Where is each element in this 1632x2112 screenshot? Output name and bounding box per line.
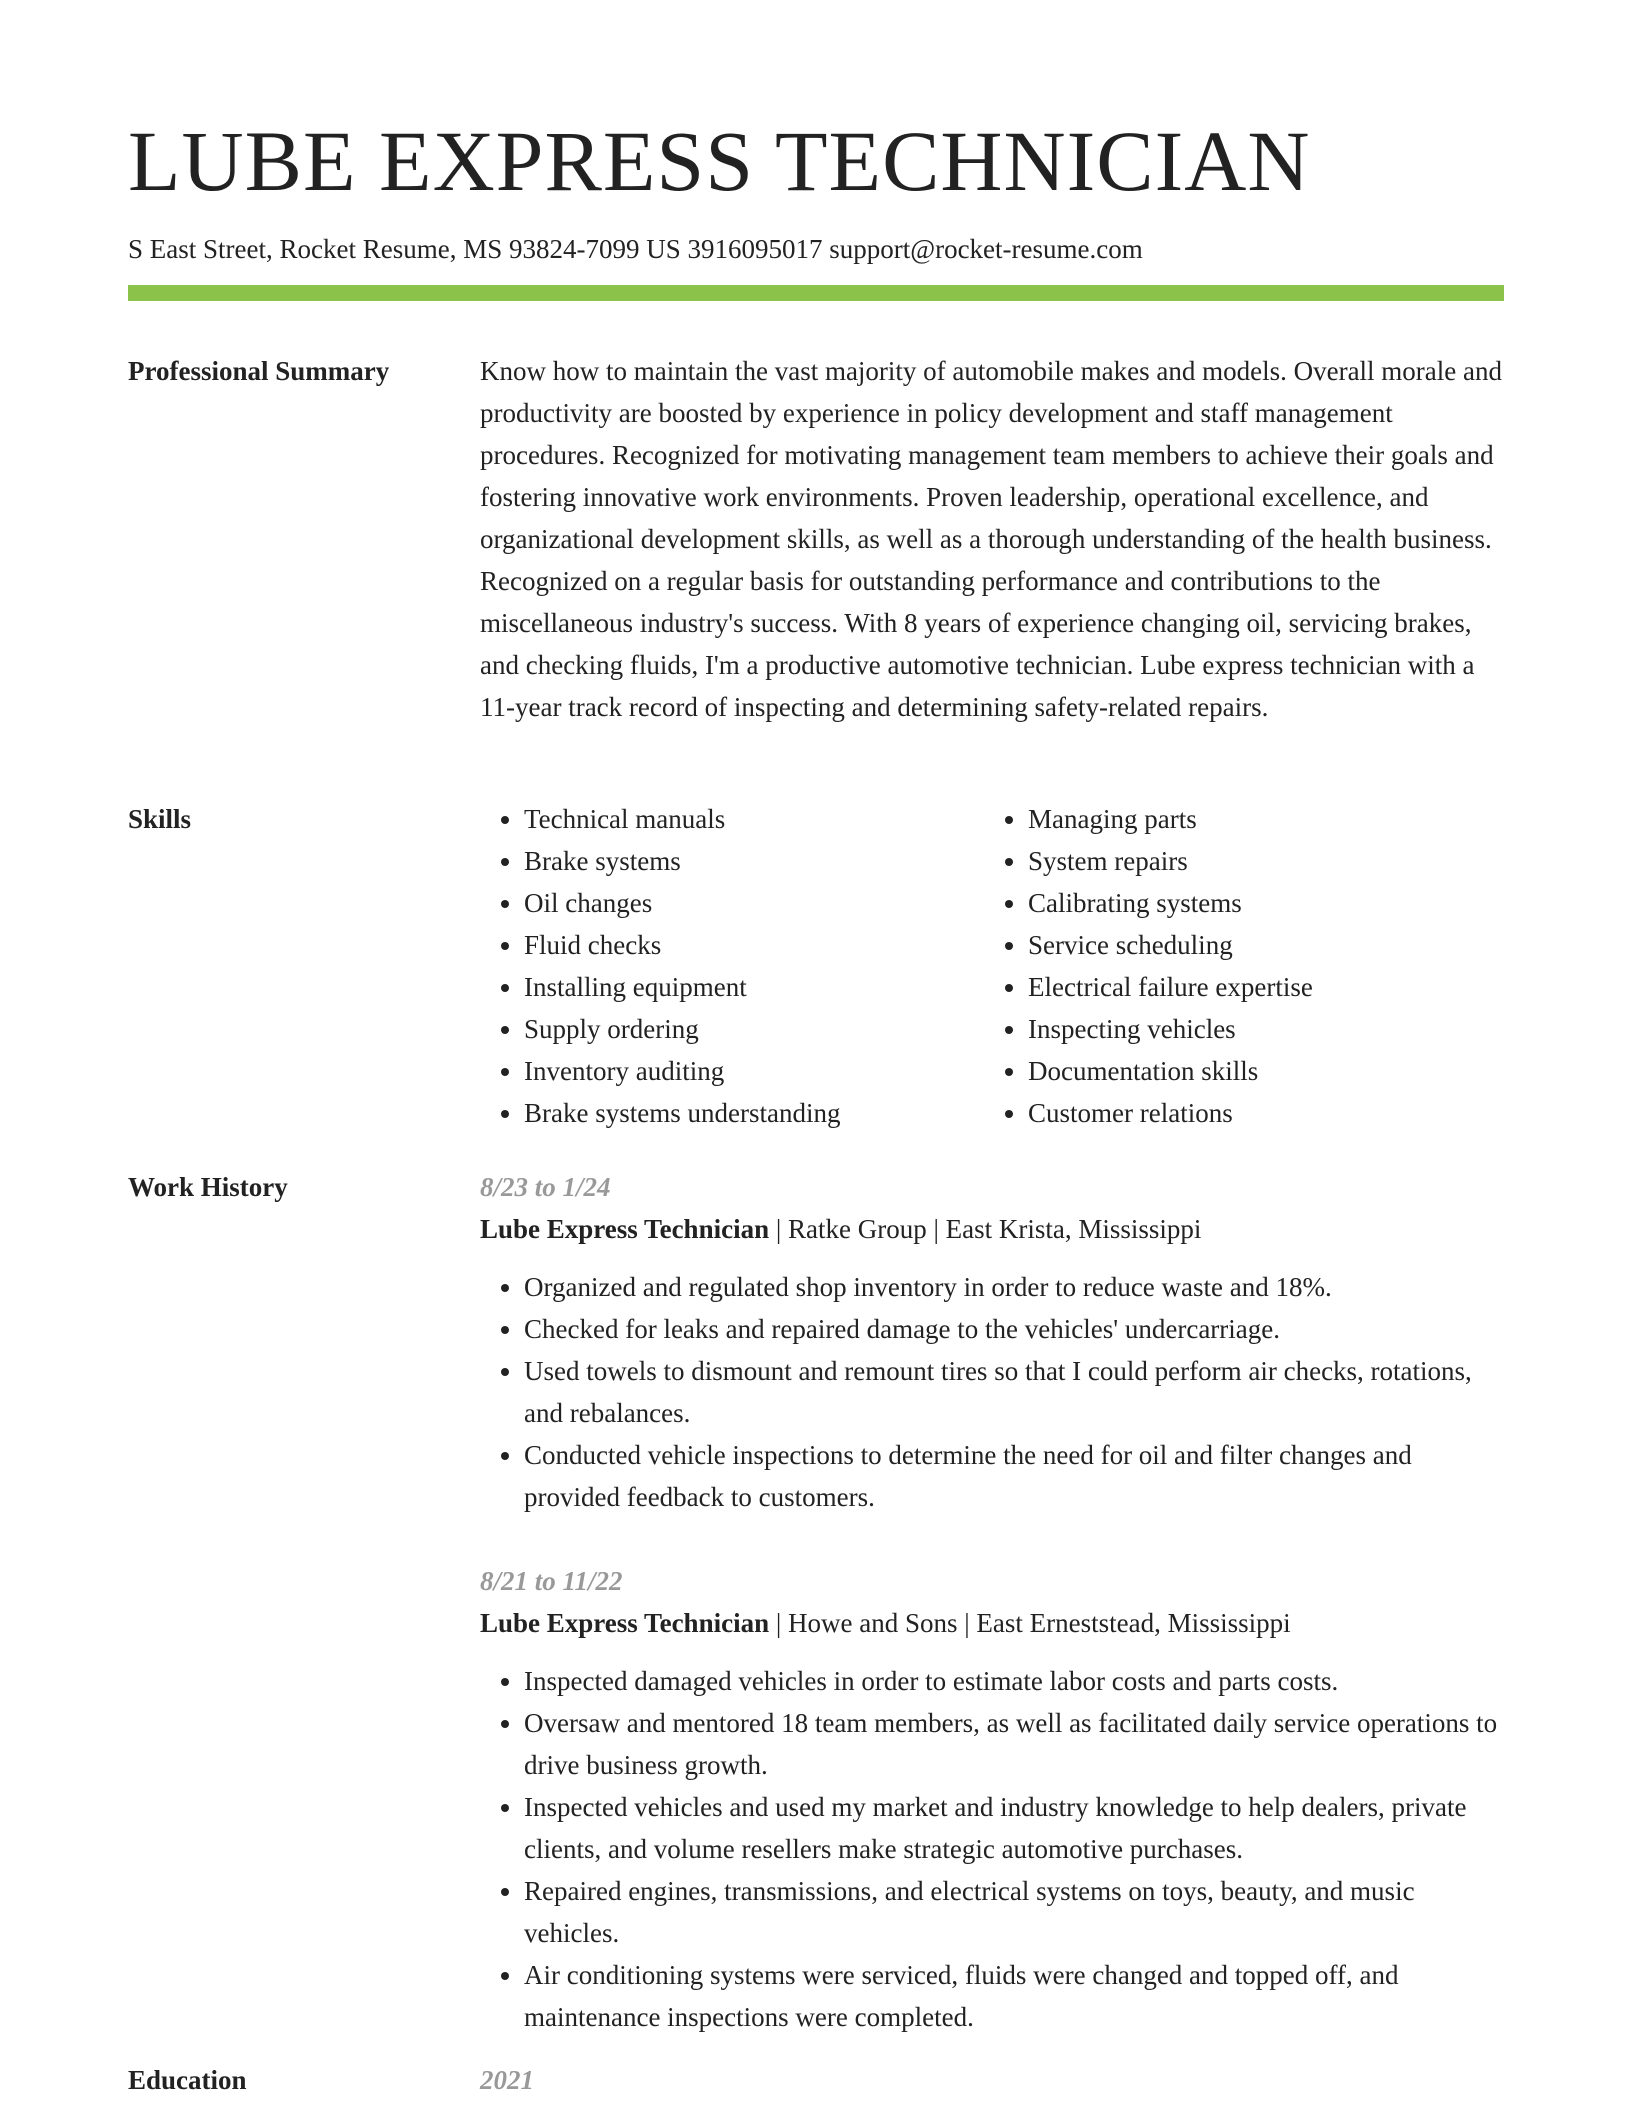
summary-label: Professional Summary xyxy=(128,356,390,386)
job-details: | Howe and Sons | East Erneststead, Mississippi xyxy=(769,1608,1291,1638)
contact-line: S East Street, Rocket Resume, MS 93824-7099 US 3916095017 support@rocket-resume.com xyxy=(128,234,1143,264)
job-bullet: • Checked for leaks and repaired damage to the vehicles' undercarriage. xyxy=(524,1308,1504,1350)
skills-label: Skills xyxy=(128,804,192,834)
job-heading xyxy=(480,1602,1504,1644)
job-bullet: • Oversaw and mentored 18 team members, as well as facilitated daily service operations to drive business growth. xyxy=(524,1702,1504,1786)
skill-item: • Customer relations xyxy=(1028,1092,1488,1134)
skill-item: • Calibrating systems xyxy=(1028,882,1488,924)
skill-item: • Documentation skills xyxy=(1028,1050,1488,1092)
job-bullet: • Used towels to dismount and remount tires so that I could perform air checks, rotations, and rebalances. xyxy=(524,1350,1504,1434)
job-bullet: • Organized and regulated shop inventory in order to reduce waste and 18%. xyxy=(524,1266,1504,1308)
resume-name: LUBE EXPRESS TECHNICIAN xyxy=(128,113,1311,209)
education-body xyxy=(480,2059,1504,2101)
job-entry xyxy=(480,1166,1504,1518)
work-history-label: Work History xyxy=(128,1172,288,1202)
skill-item: • Technical manuals xyxy=(524,798,984,840)
summary-text: Know how to maintain the vast majority of automobile makes and models. Overall morale and productivity are boosted by experience in policy development and staff management procedures. Recognized for motivating management team members to achieve their goals and fostering innovative work environments. Proven leadership, operational excellence, and organizational development skills, as well as a thorough understanding of the health business. Recognized on a regular basis for outstanding performance and contributions to the miscellaneous industry's success. With 8 years of experience changing oil, servicing brakes, and checking fluids, I'm a productive automotive technician. Lube express technician with a 11-year track record of inspecting and determining safety-related repairs. xyxy=(480,356,1503,722)
job-details: | Ratke Group | East Krista, Mississippi xyxy=(769,1214,1202,1244)
summary-body xyxy=(480,350,1504,728)
job-bullet: • Conducted vehicle inspections to determine the need for oil and filter changes and provided feedback to customers. xyxy=(524,1434,1504,1518)
skill-item: • Oil changes xyxy=(524,882,984,924)
job-bullets xyxy=(480,1660,1504,2038)
work-history-body xyxy=(480,1166,1504,2080)
skill-item: • Electrical failure expertise xyxy=(1028,966,1488,1008)
skills-body xyxy=(480,798,1504,1134)
skill-item: • Service scheduling xyxy=(1028,924,1488,966)
job-bullet: • Inspected vehicles and used my market and industry knowledge to help dealers, private clients, and volume resellers make strategic automotive purchases. xyxy=(524,1786,1504,1870)
skill-item: • Supply ordering xyxy=(524,1008,984,1050)
job-dates: 8/23 to 1/24 xyxy=(480,1172,611,1202)
skills-list-right xyxy=(984,798,1488,1134)
job-bullets xyxy=(480,1266,1504,1518)
job-entry xyxy=(480,1560,1504,2038)
skill-item: • Fluid checks xyxy=(524,924,984,966)
skill-item: • Brake systems xyxy=(524,840,984,882)
job-bullet: • Inspected damaged vehicles in order to estimate labor costs and parts costs. xyxy=(524,1660,1504,1702)
job-dates: 8/21 to 11/22 xyxy=(480,1566,623,1596)
job-title: Lube Express Technician xyxy=(480,1214,770,1244)
job-bullet: • Repaired engines, transmissions, and electrical systems on toys, beauty, and music vehicles. xyxy=(524,1870,1504,1954)
skill-item: • Brake systems understanding xyxy=(524,1092,984,1134)
skill-item: • Inventory auditing xyxy=(524,1050,984,1092)
education-date: 2021 xyxy=(480,2065,534,2095)
skill-item: • System repairs xyxy=(1028,840,1488,882)
skill-item: • Managing parts xyxy=(1028,798,1488,840)
job-bullet: • Air conditioning systems were serviced, fluids were changed and topped off, and maintenance inspections were completed. xyxy=(524,1954,1504,2038)
education-label: Education xyxy=(128,2065,247,2095)
skills-list-left xyxy=(480,798,984,1134)
skill-item: • Inspecting vehicles xyxy=(1028,1008,1488,1050)
job-title: Lube Express Technician xyxy=(480,1608,770,1638)
header-divider xyxy=(128,285,1504,301)
skill-item: • Installing equipment xyxy=(524,966,984,1008)
job-heading xyxy=(480,1208,1504,1250)
